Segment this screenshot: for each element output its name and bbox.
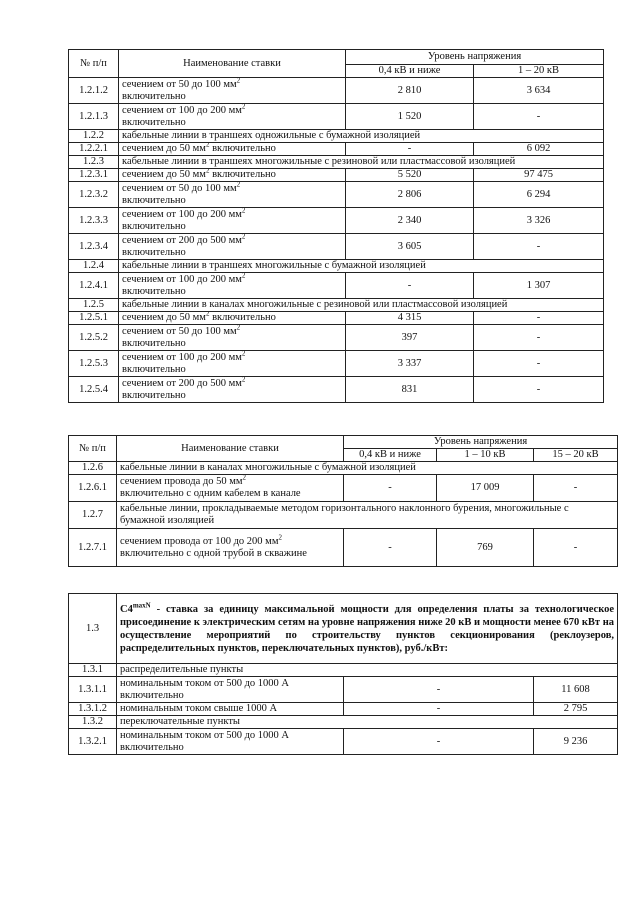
value-0-4kv: - xyxy=(344,729,534,755)
table-row xyxy=(69,377,604,403)
table-row xyxy=(69,312,604,325)
table-row xyxy=(69,104,604,130)
rate-name xyxy=(119,169,346,182)
table-row xyxy=(69,729,618,755)
rate-name xyxy=(117,716,618,729)
rate-name-text: сечением от 100 до 200 мм xyxy=(122,208,242,220)
row-num: 1.2.1.3 xyxy=(69,104,119,130)
table-row xyxy=(69,182,604,208)
header-col-15-20kv: 15 – 20 кВ xyxy=(534,449,618,462)
table-row xyxy=(69,299,604,312)
rate-name-text: номинальным током от 500 до 1000 А xyxy=(120,729,289,741)
rate-name xyxy=(119,104,346,130)
rate-name-text: сечением от 200 до 500 мм xyxy=(122,377,242,389)
rate-name-text: сечением до 50 мм xyxy=(122,312,206,323)
row-num: 1.2.5.4 xyxy=(69,377,119,403)
rate-name-cont: включительно xyxy=(209,312,276,323)
rate-name-cont: включительно xyxy=(122,363,186,375)
rate-name xyxy=(119,312,346,325)
row-num: 1.2.1.2 xyxy=(69,78,119,104)
value-0-4kv: 3 605 xyxy=(346,234,474,260)
rate-name-text: кабельные линии в траншеях многожильные с резиновой или пластмассовой изоляцией xyxy=(122,156,516,167)
table-row xyxy=(69,462,618,475)
rate-name xyxy=(119,78,346,104)
unit-superscript: 2 xyxy=(205,142,210,149)
rate-name-text: кабельные линии в каналах многожильные с резиновой или пластмассовой изоляцией xyxy=(122,299,508,310)
table-row xyxy=(69,273,604,299)
value-0-4kv: - xyxy=(346,143,474,156)
row-num: 1.3.2.1 xyxy=(69,729,117,755)
row-num: 1.2.5.2 xyxy=(69,325,119,351)
header-name: Наименование ставки xyxy=(117,436,344,462)
value-0-4kv: 2 810 xyxy=(346,78,474,104)
rate-name xyxy=(119,325,346,351)
rate-name-cont: включительно xyxy=(122,285,186,297)
table-row xyxy=(69,234,604,260)
row-num: 1.2.3.1 xyxy=(69,169,119,182)
value-0-4kv: 4 315 xyxy=(346,312,474,325)
value-1-20kv: 3 634 xyxy=(474,78,604,104)
value-0-4kv: 3 337 xyxy=(346,351,474,377)
tariff-table-cables-2 xyxy=(68,435,618,567)
value-0-4kv: 1 520 xyxy=(346,104,474,130)
unit-superscript: 2 xyxy=(205,168,210,175)
row-num: 1.2.7.1 xyxy=(69,529,117,567)
table-row xyxy=(69,703,618,716)
rate-name-cont: включительно xyxy=(122,389,186,401)
rate-title xyxy=(117,594,618,664)
value-0-4kv: 397 xyxy=(346,325,474,351)
row-num: 1.3.1 xyxy=(69,664,117,677)
row-num: 1.2.3.2 xyxy=(69,182,119,208)
row-num: 1.2.3 xyxy=(69,156,119,169)
rate-name-cont: включительно xyxy=(122,246,186,258)
unit-superscript: 2 xyxy=(241,103,246,110)
value-15-20kv: - xyxy=(534,475,618,502)
unit-superscript: 2 xyxy=(242,474,247,482)
value-0-4kv: - xyxy=(344,677,534,703)
rate-name-text: кабельные линии, прокладываемые методом горизонтального наклонного бурения, многожильные с бумажной изоляцией xyxy=(120,503,569,526)
rate-name-text: сечением провода от 100 до 200 мм xyxy=(120,535,279,547)
value-1-20kv: - xyxy=(474,351,604,377)
row-num: 1.2.7 xyxy=(69,502,117,529)
row-num: 1.2.6.1 xyxy=(69,475,117,502)
row-num: 1.3.2 xyxy=(69,716,117,729)
value-0-4kv: - xyxy=(346,273,474,299)
rate-name xyxy=(119,377,346,403)
rate-name-text: сечением от 50 до 100 мм xyxy=(122,78,237,90)
header-num: № п/п xyxy=(69,436,117,462)
unit-superscript: 2 xyxy=(205,311,210,318)
rate-name xyxy=(119,234,346,260)
rate-name xyxy=(119,156,604,169)
rate-name-text: сечением от 200 до 500 мм xyxy=(122,234,242,246)
row-num: 1.3.1.2 xyxy=(69,703,117,716)
unit-superscript: 2 xyxy=(241,272,246,279)
rate-name-cont: включительно с одной трубой в скважине xyxy=(120,547,307,559)
table-row xyxy=(69,529,618,567)
table-row xyxy=(69,143,604,156)
title-num: 1.3 xyxy=(69,594,117,664)
row-num: 1.2.4 xyxy=(69,260,119,273)
rate-name-cont: включительно xyxy=(122,194,186,206)
rate-name-text: сечением от 50 до 100 мм xyxy=(122,182,237,194)
rate-name-cont: включительно xyxy=(122,116,186,128)
value-1-20kv: - xyxy=(474,234,604,260)
header-voltage-level: Уровень напряжения xyxy=(344,436,618,449)
rate-name xyxy=(119,260,604,273)
rate-name xyxy=(117,462,618,475)
value-1-20kv: 2 795 xyxy=(534,703,618,716)
table-row xyxy=(69,716,618,729)
rate-name-text: сечением от 100 до 200 мм xyxy=(122,351,242,363)
rate-name-text: кабельные линии в траншеях многожильные с бумажной изоляцией xyxy=(122,260,426,271)
rate-name xyxy=(119,208,346,234)
rate-name xyxy=(119,182,346,208)
value-1-20kv: 9 236 xyxy=(534,729,618,755)
row-num: 1.2.4.1 xyxy=(69,273,119,299)
header-col-0-4kv: 0,4 кВ и ниже xyxy=(344,449,437,462)
header-voltage-level: Уровень напряжения xyxy=(346,50,604,65)
rate-name-cont: включительно xyxy=(122,337,186,349)
tariff-table-sectioning xyxy=(68,593,618,755)
value-1-20kv: 6 092 xyxy=(474,143,604,156)
rate-name-text: сечением от 100 до 200 мм xyxy=(122,104,242,116)
value-1-20kv: - xyxy=(474,104,604,130)
row-num: 1.2.5.1 xyxy=(69,312,119,325)
value-0-4kv: - xyxy=(344,529,437,567)
rate-name-text: номинальным током от 500 до 1000 А xyxy=(120,677,289,689)
table-row xyxy=(69,664,618,677)
rate-name-cont: включительно xyxy=(122,220,186,232)
rate-name-text: сечением провода до 50 мм xyxy=(120,476,243,487)
unit-superscript: 2 xyxy=(241,350,246,357)
rate-description: - ставка за единицу максимальной мощности для определения платы за технологическое присоединение к электрическим сетям на уровне напряжения ниже 20 кВ и мощности менее 670 кВт на осуществление мероприятий по строительству пунктов секционирования (реклоузеров, распределительных пунктов, переключательных пунктов), руб./кВт: xyxy=(120,603,615,654)
rate-name xyxy=(117,529,344,567)
rate-name-cont: включительно xyxy=(122,90,186,102)
value-0-4kv: 5 520 xyxy=(346,169,474,182)
unit-superscript: 2 xyxy=(236,181,241,188)
value-1-20kv: 6 294 xyxy=(474,182,604,208)
table-row xyxy=(69,169,604,182)
rate-name xyxy=(119,273,346,299)
row-num: 1.3.1.1 xyxy=(69,677,117,703)
rate-name xyxy=(117,664,618,677)
unit-superscript: 2 xyxy=(241,376,246,383)
rate-name xyxy=(119,351,346,377)
value-1-10kv: 769 xyxy=(437,529,534,567)
value-1-20kv: 11 608 xyxy=(534,677,618,703)
unit-superscript: 2 xyxy=(278,533,282,541)
value-0-4kv: 831 xyxy=(346,377,474,403)
rate-name xyxy=(119,299,604,312)
rate-symbol-sup: maxN xyxy=(132,601,151,609)
header-col-1-10kv: 1 – 10 кВ xyxy=(437,449,534,462)
rate-name-cont: включительно xyxy=(120,741,184,753)
table-row xyxy=(69,208,604,234)
row-num: 1.2.5 xyxy=(69,299,119,312)
rate-name xyxy=(117,502,618,529)
rate-name-cont: включительно с одним кабелем в канале xyxy=(120,488,301,499)
table-row xyxy=(69,502,618,529)
rate-symbol: C4 xyxy=(120,603,133,615)
unit-superscript: 2 xyxy=(241,233,246,240)
header-name: Наименование ставки xyxy=(119,50,346,78)
rate-name-text: кабельные линии в траншеях одножильные с бумажной изоляцией xyxy=(122,130,421,141)
unit-superscript: 2 xyxy=(236,77,241,84)
rate-name-text: переключательные пункты xyxy=(120,716,240,727)
rate-name-cont: включительно xyxy=(209,169,276,180)
unit-superscript: 2 xyxy=(236,324,241,331)
table-row xyxy=(69,78,604,104)
rate-name-cont: включительно xyxy=(209,143,276,154)
value-1-20kv: 3 326 xyxy=(474,208,604,234)
rate-name xyxy=(117,729,344,755)
rate-name-text: сечением до 50 мм xyxy=(122,143,206,154)
rate-name-text: сечением от 100 до 200 мм xyxy=(122,273,242,285)
rate-name-text: распределительные пункты xyxy=(120,664,244,675)
header-num: № п/п xyxy=(69,50,119,78)
table-row xyxy=(69,130,604,143)
row-num: 1.2.3.3 xyxy=(69,208,119,234)
rate-name xyxy=(119,130,604,143)
value-1-10kv: 17 009 xyxy=(437,475,534,502)
unit-superscript: 2 xyxy=(241,207,246,214)
row-num: 1.2.3.4 xyxy=(69,234,119,260)
value-1-20kv: - xyxy=(474,377,604,403)
value-1-20kv: - xyxy=(474,312,604,325)
rate-name xyxy=(117,677,344,703)
value-1-20kv: 97 475 xyxy=(474,169,604,182)
table-row xyxy=(69,351,604,377)
rate-name-text: сечением от 50 до 100 мм xyxy=(122,325,237,337)
rate-name-text: номинальным током свыше 1000 А xyxy=(120,703,278,714)
value-0-4kv: - xyxy=(344,475,437,502)
row-num: 1.2.6 xyxy=(69,462,117,475)
header-col-1-20kv: 1 – 20 кВ xyxy=(474,65,604,78)
row-num: 1.2.2 xyxy=(69,130,119,143)
value-0-4kv: 2 806 xyxy=(346,182,474,208)
table-row xyxy=(69,156,604,169)
value-1-20kv: - xyxy=(474,325,604,351)
row-num: 1.2.2.1 xyxy=(69,143,119,156)
rate-name-text: сечением до 50 мм xyxy=(122,169,206,180)
value-0-4kv: 2 340 xyxy=(346,208,474,234)
value-1-20kv: 1 307 xyxy=(474,273,604,299)
header-col-0-4kv: 0,4 кВ и ниже xyxy=(346,65,474,78)
value-0-4kv: - xyxy=(344,703,534,716)
value-15-20kv: - xyxy=(534,529,618,567)
table-row xyxy=(69,677,618,703)
rate-name xyxy=(117,475,344,502)
table-row xyxy=(69,325,604,351)
rate-name-text: кабельные линии в каналах многожильные с бумажной изоляцией xyxy=(120,462,416,473)
row-num: 1.2.5.3 xyxy=(69,351,119,377)
rate-name-cont: включительно xyxy=(120,689,184,701)
table-row xyxy=(69,260,604,273)
rate-name xyxy=(119,143,346,156)
table-row xyxy=(69,475,618,502)
rate-name xyxy=(117,703,344,716)
tariff-table-cables-1 xyxy=(68,49,604,403)
